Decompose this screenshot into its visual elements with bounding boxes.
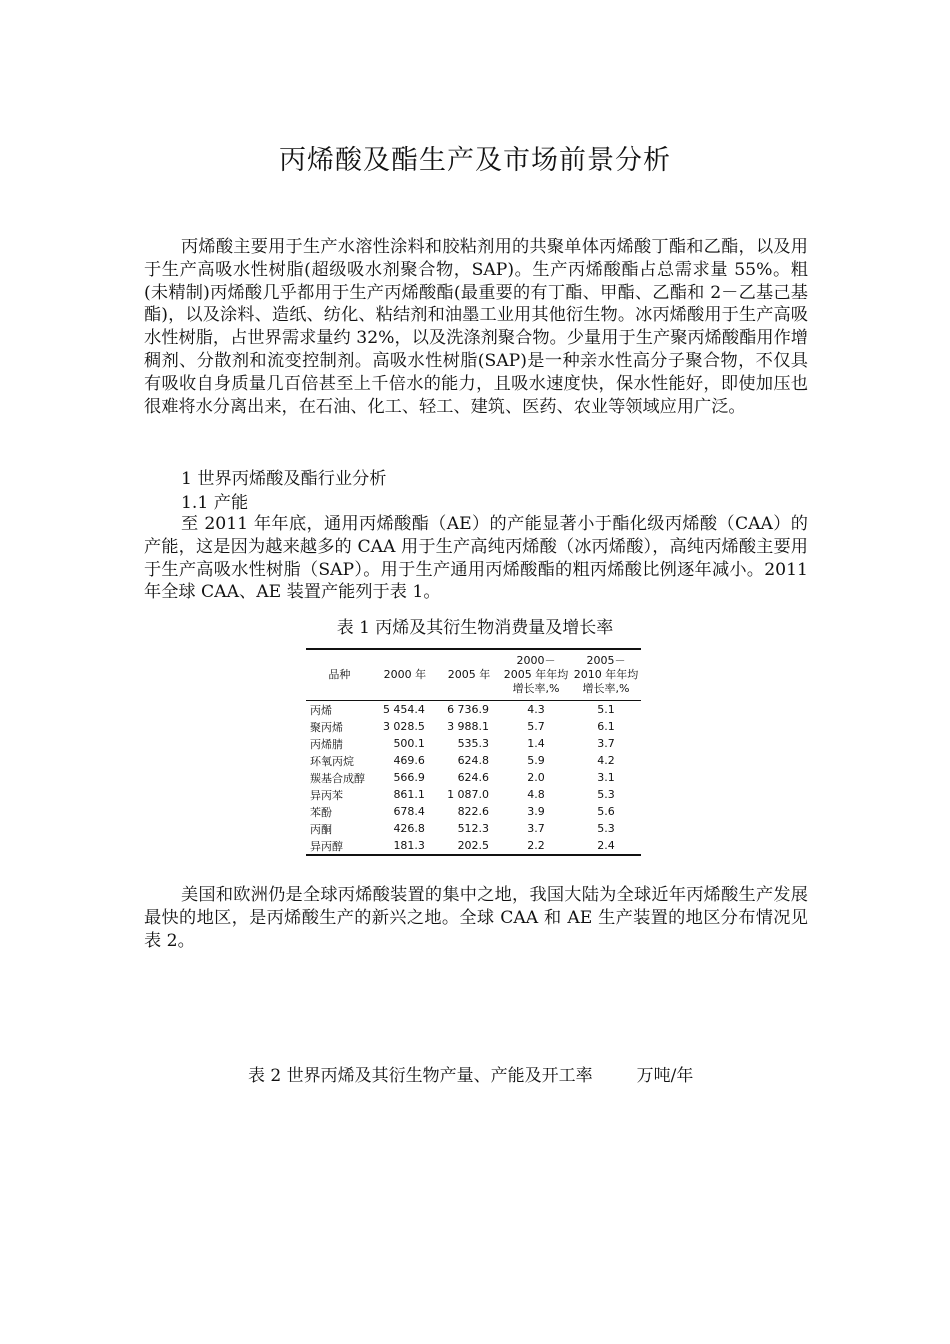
region-paragraph <box>144 884 808 952</box>
table1-row <box>306 820 641 837</box>
table1-row <box>306 837 641 855</box>
intro-text: 丙烯酸主要用于生产水溶性涂料和胶粘剂用的共聚单体丙烯酸丁酯和乙酯，以及用于生产高吸水性树脂(超级吸水剂聚合物，SAP)。生产丙烯酸酯占总需求量 55%。粗(未精制)丙烯酸几乎都用于生产丙烯酸酯(最重要的有丁酯、甲酯、乙酯和 2－乙基己基酯)，以及涂料、造纸、纺化、粘结剂和油墨工业用其他衍生物。冰丙烯酸用于生产高吸水性树脂，占世界需求量约 32%，以及洗涤剂聚合物。少量用于生产聚丙烯酸酯用作增稠剂、分散剂和流变控制剂。高吸水性树脂(SAP)是一种亲水性高分子聚合物，不仅具有吸收自身质量几百倍甚至上千倍水的能力，且吸水速度快，保水性能好，即使加压也很难将水分离出来，在石油、化工、轻工、建筑、医药、农业等领域应用广泛。 <box>144 237 808 417</box>
table1-cell: 2.2 <box>501 837 571 855</box>
table1-cell: 6.1 <box>597 720 615 733</box>
table1-row <box>306 769 641 786</box>
table1-cell: 1.4 <box>527 737 545 750</box>
table1-cell: 535.3 <box>457 737 490 750</box>
region-text: 美国和欧洲仍是全球丙烯酸装置的集中之地，我国大陆为全球近年丙烯酸生产发展最快的地区，是丙烯酸生产的新兴之地。全球 CAA 和 AE 生产装置的地区分布情况见表 2。 <box>144 885 808 951</box>
table1-cell: 6 736.9 <box>447 703 490 716</box>
table1-cell: 环氧丙烷 <box>310 754 354 768</box>
table1-header-cell: 2000 年 <box>373 649 437 701</box>
table1-row <box>306 718 641 735</box>
table1-cell: 3.9 <box>527 805 545 818</box>
table1-cell: 3 988.1 <box>447 720 490 733</box>
table2-caption-text: 表 2 世界丙烯及其衍生物产量、产能及开工率 <box>248 1066 593 1086</box>
table1-header-cell: 品种 <box>306 649 373 701</box>
table1-header-row <box>306 649 641 701</box>
capacity-paragraph <box>144 513 808 604</box>
table1-cell: 4.8 <box>527 788 545 801</box>
table1-cell: 异丙苯 <box>310 788 343 802</box>
table1-row <box>306 735 641 752</box>
table1-cell: 861.1 <box>393 788 425 801</box>
table1-cell: 丙烯腈 <box>310 737 343 751</box>
table1-cell: 3.7 <box>597 737 615 750</box>
table1-cell: 4.2 <box>597 754 615 767</box>
document-title: 丙烯酸及酯生产及市场前景分析 <box>279 145 671 176</box>
table1-cell: 丙酮 <box>310 822 332 836</box>
table1-cell: 5.9 <box>527 754 545 767</box>
table1-cell: 469.6 <box>393 754 425 767</box>
intro-paragraph <box>144 236 808 418</box>
table1-cell: 2.0 <box>527 771 545 784</box>
table1-cell: 624.8 <box>457 754 490 767</box>
table1-cell: 202.5 <box>437 837 501 855</box>
table1-cell: 181.3 <box>373 837 437 855</box>
table1-cell: 羰基合成醇 <box>310 771 365 785</box>
table1-row <box>306 803 641 820</box>
table1-header-cell: 2005 年 <box>437 649 501 701</box>
table1-row <box>306 752 641 769</box>
table1-cell: 5.1 <box>597 703 615 716</box>
table1-row <box>306 786 641 803</box>
table1-cell: 4.3 <box>527 703 545 716</box>
table1-cell: 3.7 <box>527 822 545 835</box>
table1-row <box>306 701 641 719</box>
table1-header-cell: 2005－2010 年年均增长率,% <box>571 649 641 701</box>
section-heading-1-1: 1.1 产能 <box>181 493 249 513</box>
table1-header-cell: 2000－2005 年年均增长率,% <box>501 649 571 701</box>
table1-caption: 表 1 丙烯及其衍生物消费量及增长率 <box>336 618 614 638</box>
table2-unit: 万吨/年 <box>636 1066 694 1086</box>
table1-cell: 5 454.4 <box>382 703 425 716</box>
table1-cell: 5.3 <box>597 788 615 801</box>
table1-cell: 5.7 <box>527 720 545 733</box>
table1-cell: 426.8 <box>393 822 425 835</box>
section-heading-1: 1 世界丙烯酸及酯行业分析 <box>181 469 387 489</box>
table1-cell: 822.6 <box>457 805 490 818</box>
table1-cell: 500.1 <box>393 737 425 750</box>
table1-body <box>306 701 641 856</box>
table1-cell: 1 087.0 <box>447 788 490 801</box>
table1-cell: 2.4 <box>571 837 641 855</box>
table1-cell: 异丙醇 <box>306 837 373 855</box>
table1-cell: 624.6 <box>457 771 490 784</box>
table1-cell: 678.4 <box>393 805 425 818</box>
table1 <box>306 648 641 856</box>
capacity-text: 至 2011 年年底，通用丙烯酸酯（AE）的产能显著小于酯化级丙烯酸（CAA）的产能，这是因为越来越多的 CAA 用于生产高纯丙烯酸（冰丙烯酸），高纯丙烯酸主要用于生产高吸水性树脂（SAP）。用于生产通用丙烯酸酯的粗丙烯酸比例逐年减小。2011 年全球 CAA、AE 装置产能列于表 1。 <box>144 514 808 603</box>
table1-cell: 丙烯 <box>310 703 332 717</box>
table1-cell: 苯酚 <box>310 805 332 819</box>
table1-cell: 3.1 <box>597 771 615 784</box>
table1-cell: 512.3 <box>457 822 490 835</box>
table2-caption <box>248 1061 693 1086</box>
table1-cell: 5.6 <box>597 805 615 818</box>
table1-cell: 566.9 <box>393 771 425 784</box>
table1-cell: 3 028.5 <box>382 720 425 733</box>
table1-cell: 聚丙烯 <box>310 720 343 734</box>
table1-cell: 5.3 <box>597 822 615 835</box>
